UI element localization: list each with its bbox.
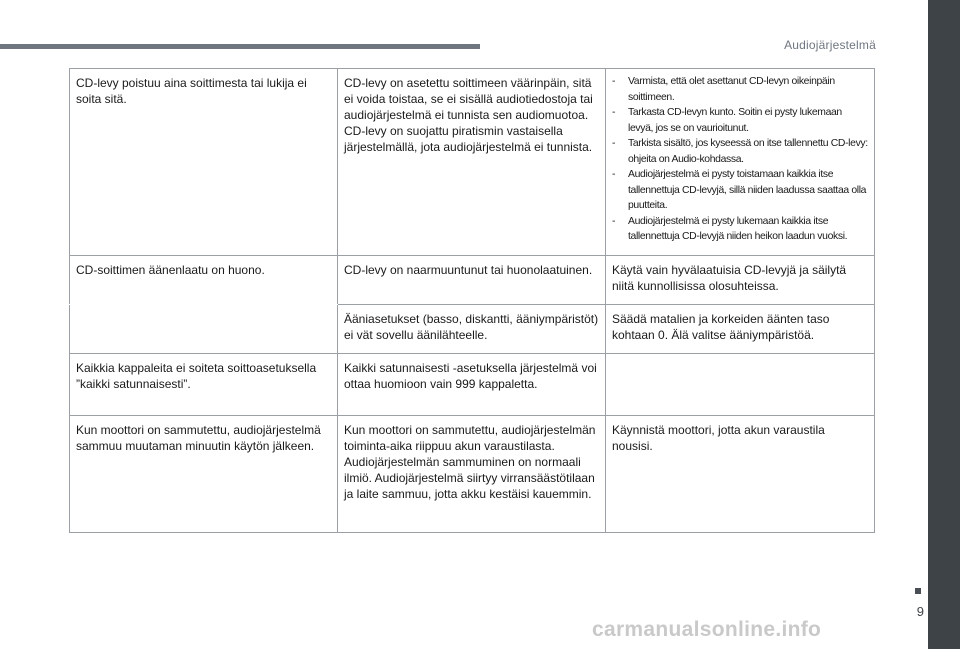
solution-cell: Käytä vain hyvälaatuisia CD-levyjä ja säilytä niitä kunnollisissa olosuhteissa. bbox=[606, 255, 875, 304]
table-row bbox=[70, 304, 875, 353]
problem-cell: Kaikkia kappaleita ei soiteta soittoasetuksella ”kaikki satunnaisesti”. bbox=[70, 353, 338, 415]
problem-cell bbox=[70, 304, 338, 353]
problem-cell: CD-levy poistuu aina soittimesta tai lukija ei soita sitä. bbox=[70, 69, 338, 256]
problem-cell: Kun moottori on sammutettu, audiojärjestelmä sammuu muutaman minuutin käytön jälkeen. bbox=[70, 415, 338, 532]
cause-text: Kun moottori on sammutettu, audiojärjestelmän toiminta-aika riippuu akun varaustilasta. Audiojärjestelmän sammuminen on normaali ilmiö. Audiojärjestelmä siirtyy virransäästötilaan ja laite sammuu, jotta akku kestäisi kauemmin. bbox=[344, 422, 596, 501]
solution-bullet-list bbox=[612, 74, 868, 245]
list-item: - Audiojärjestelmä ei pysty lukemaan kaikkia itse tallennettuja CD-levyjä niiden heikon laadun vuoksi. bbox=[612, 215, 848, 242]
cause-cell: CD-levy on naarmuuntunut tai huonolaatuinen. bbox=[338, 255, 606, 304]
chapter-end-marker bbox=[915, 588, 921, 594]
solution-cell: Säädä matalien ja korkeiden äänten taso kohtaan 0. Älä valitse ääniympäristöä. bbox=[606, 304, 875, 353]
list-item: - Varmista, että olet asettanut CD-levyn oikeinpäin soittimeen. bbox=[612, 76, 835, 103]
cause-text: CD-levy on asetettu soittimeen väärinpäin, sitä ei voida toistaa, se ei sisällä audiotiedostoja tai audiojärjestelmä ei tunnista sen audiomuotoa. CD-levy on suojattu piratismin vastaisella järjestelmällä, jota audiojärjestelmä ei tunnista. bbox=[344, 76, 593, 154]
table-row bbox=[70, 69, 875, 256]
table-row bbox=[70, 415, 875, 532]
table-row bbox=[70, 255, 875, 304]
list-item: - Tarkasta CD-levyn kunto. Soitin ei pysty lukemaan levyä, jos se on vaurioitunut. bbox=[612, 107, 842, 134]
page-header-title: Audiojärjestelmä bbox=[784, 38, 876, 52]
list-item: - Tarkista sisältö, jos kyseessä on itse tallennettu CD-levy: ohjeita on Audio-kohdassa. bbox=[612, 138, 868, 165]
solution-cell bbox=[606, 353, 875, 415]
cause-cell bbox=[338, 415, 606, 532]
solution-cell: Käynnistä moottori, jotta akun varaustila nousisi. bbox=[606, 415, 875, 532]
table-row bbox=[70, 353, 875, 415]
solution-cell bbox=[606, 69, 875, 256]
page-number: 9 bbox=[916, 604, 924, 619]
cause-cell bbox=[338, 69, 606, 256]
cause-cell: Ääniasetukset (basso, diskantti, ääniympäristöt) ei vät sovellu äänilähteelle. bbox=[338, 304, 606, 353]
header-rule bbox=[0, 44, 480, 49]
watermark: carmanualsonline.info bbox=[592, 618, 822, 641]
problem-cell: CD-soittimen äänenlaatu on huono. bbox=[70, 255, 338, 304]
list-item: - Audiojärjestelmä ei pysty toistamaan kaikkia itse tallennettuja CD-levyjä, sillä niiden laadussa saattaa olla puutteita. bbox=[612, 169, 867, 211]
troubleshooting-table bbox=[69, 68, 875, 533]
chapter-side-bar bbox=[928, 0, 960, 649]
cause-cell: Kaikki satunnaisesti -asetuksella järjestelmä voi ottaa huomioon vain 999 kappaletta. bbox=[338, 353, 606, 415]
